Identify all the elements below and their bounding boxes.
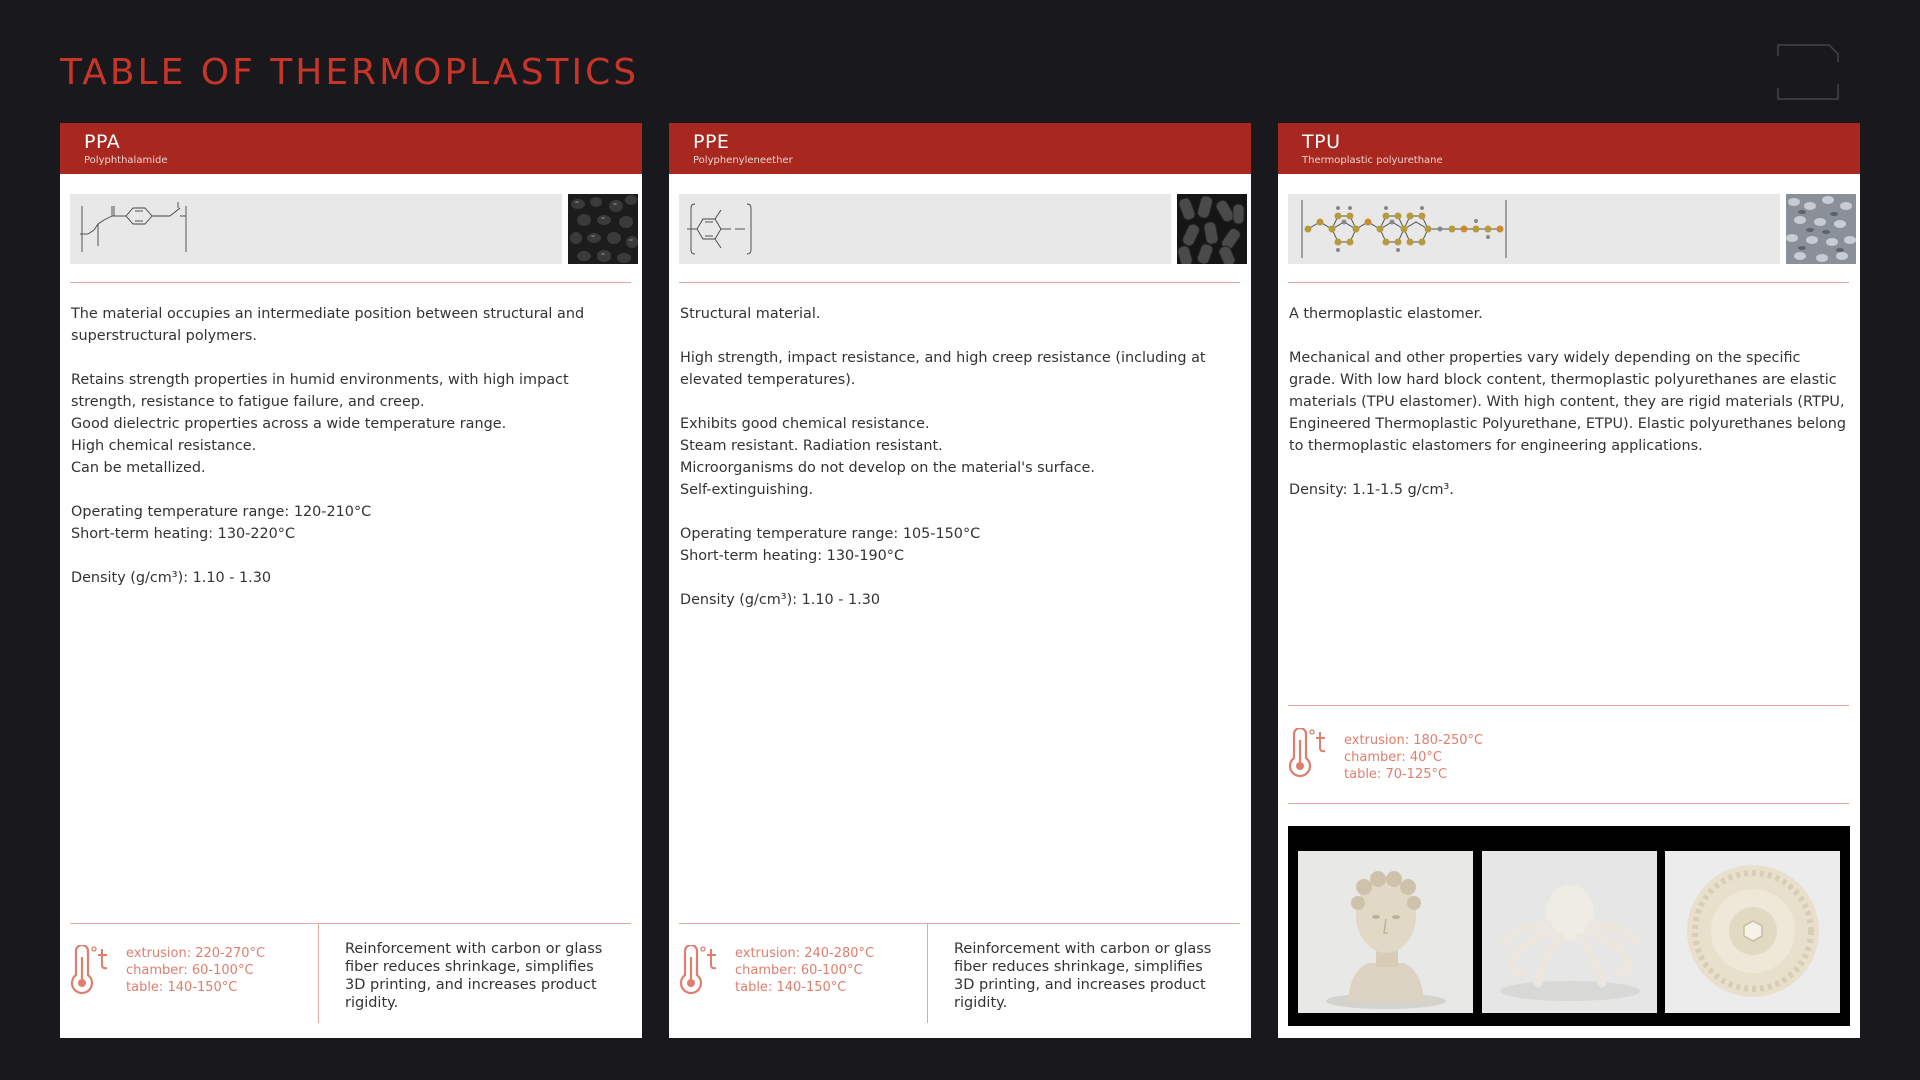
description-line: Mechanical and other properties vary widely depending on the specific grade. With low hard block content, thermoplastic polyurethanes are elastic materials (TPU elastomer). With high content, they are rigid materials (RTPU, Engineered Thermoplastic Polyurethane, ETPU). Elastic polyurethanes belong to thermoplastic elastomers for engineering applications. xyxy=(1289,350,1847,454)
chamber-temp: chamber: 60-100°C xyxy=(126,963,254,978)
structural-formula xyxy=(70,194,562,264)
material-card-ppa xyxy=(60,123,642,1038)
description-line: Density (g/cm³): 1.10 - 1.30 xyxy=(680,592,881,608)
material-card-ppe xyxy=(669,123,1251,1038)
section-divider xyxy=(1288,803,1849,804)
description-line: Microorganisms do not develop on the material's surface. xyxy=(680,460,1095,476)
extrusion-temp: extrusion: 240-280°C xyxy=(735,946,875,961)
brand-logo xyxy=(1777,44,1839,100)
material-card-tpu xyxy=(1278,123,1860,1038)
description-line: High chemical resistance. xyxy=(71,438,257,454)
description-line: Density (g/cm³): 1.10 - 1.30 xyxy=(71,570,272,586)
sample-photo-bust xyxy=(1298,851,1473,1013)
material-name: Thermoplastic polyurethane xyxy=(1302,155,1443,166)
description-line: Operating temperature range: 120-210°C xyxy=(71,504,372,520)
material-description xyxy=(680,303,1240,611)
vertical-divider xyxy=(318,924,319,1023)
table-temp: table: 140-150°C xyxy=(126,980,238,995)
extrusion-temp: extrusion: 180-250°C xyxy=(1344,733,1484,748)
material-name: Polyphenyleneether xyxy=(693,155,793,166)
card-header xyxy=(1278,123,1860,174)
section-divider xyxy=(70,282,631,283)
thermometer-icon xyxy=(70,945,114,997)
chamber-temp: chamber: 60-100°C xyxy=(735,963,863,978)
vertical-divider xyxy=(927,924,928,1023)
material-name: Polyphthalamide xyxy=(84,155,168,166)
granules-image xyxy=(1786,194,1856,264)
temperature-list xyxy=(126,945,265,996)
description-line: Operating temperature range: 105-150°C xyxy=(680,526,981,542)
table-temp: table: 140-150°C xyxy=(735,980,847,995)
chamber-temp: chamber: 40°C xyxy=(1344,750,1443,765)
section-divider xyxy=(1288,282,1849,283)
printed-samples-gallery xyxy=(1288,826,1850,1026)
page-title: TABLE OF THERMOPLASTICS xyxy=(60,52,640,93)
material-code: TPU xyxy=(1302,131,1341,153)
section-divider xyxy=(679,282,1240,283)
material-description xyxy=(71,303,631,589)
sample-photo-octopus xyxy=(1482,851,1657,1013)
description-line: The material occupies an intermediate position between structural and superstructural polymers. xyxy=(71,306,585,344)
material-description xyxy=(1289,303,1849,501)
structural-formula xyxy=(679,194,1171,264)
thermometer-icon xyxy=(679,945,723,997)
description-line: Can be metallized. xyxy=(71,460,206,476)
reinforcement-note: Reinforcement with carbon or glass fiber reduces shrinkage, simplifies 3D printing, and increases product rigidity. xyxy=(954,941,1212,1011)
extrusion-temp: extrusion: 220-270°C xyxy=(126,946,266,961)
card-header xyxy=(669,123,1251,174)
description-line: Retains strength properties in humid environments, with high impact strength, resistance to fatigue failure, and creep. xyxy=(71,372,569,410)
sample-photo-wheel xyxy=(1665,851,1840,1013)
section-divider xyxy=(679,923,1240,924)
description-line: Short-term heating: 130-190°C xyxy=(680,548,905,564)
description-line: Density: 1.1-1.5 g/cm³. xyxy=(1289,482,1454,498)
section-divider xyxy=(1288,705,1849,706)
table-temp: table: 70-125°C xyxy=(1344,767,1448,782)
description-line: Structural material. xyxy=(680,306,821,322)
section-divider xyxy=(70,923,631,924)
card-header xyxy=(60,123,642,174)
pellets-image xyxy=(1177,194,1247,264)
pellets-image xyxy=(568,194,638,264)
description-line: Good dielectric properties across a wide temperature range. xyxy=(71,416,507,432)
description-line: Self-extinguishing. xyxy=(680,482,814,498)
material-code: PPE xyxy=(693,131,730,153)
description-line: Steam resistant. Radiation resistant. xyxy=(680,438,943,454)
temperature-list xyxy=(1344,732,1483,783)
material-code: PPA xyxy=(84,131,121,153)
thermometer-icon xyxy=(1288,728,1332,780)
molecular-model xyxy=(1288,194,1780,264)
reinforcement-note: Reinforcement with carbon or glass fiber reduces shrinkage, simplifies 3D printing, and increases product rigidity. xyxy=(345,941,603,1011)
temperature-list xyxy=(735,945,874,996)
description-line: Short-term heating: 130-220°C xyxy=(71,526,296,542)
description-line: Exhibits good chemical resistance. xyxy=(680,416,930,432)
description-line: A thermoplastic elastomer. xyxy=(1289,306,1483,322)
description-line: High strength, impact resistance, and high creep resistance (including at elevated temperatures). xyxy=(680,350,1206,388)
